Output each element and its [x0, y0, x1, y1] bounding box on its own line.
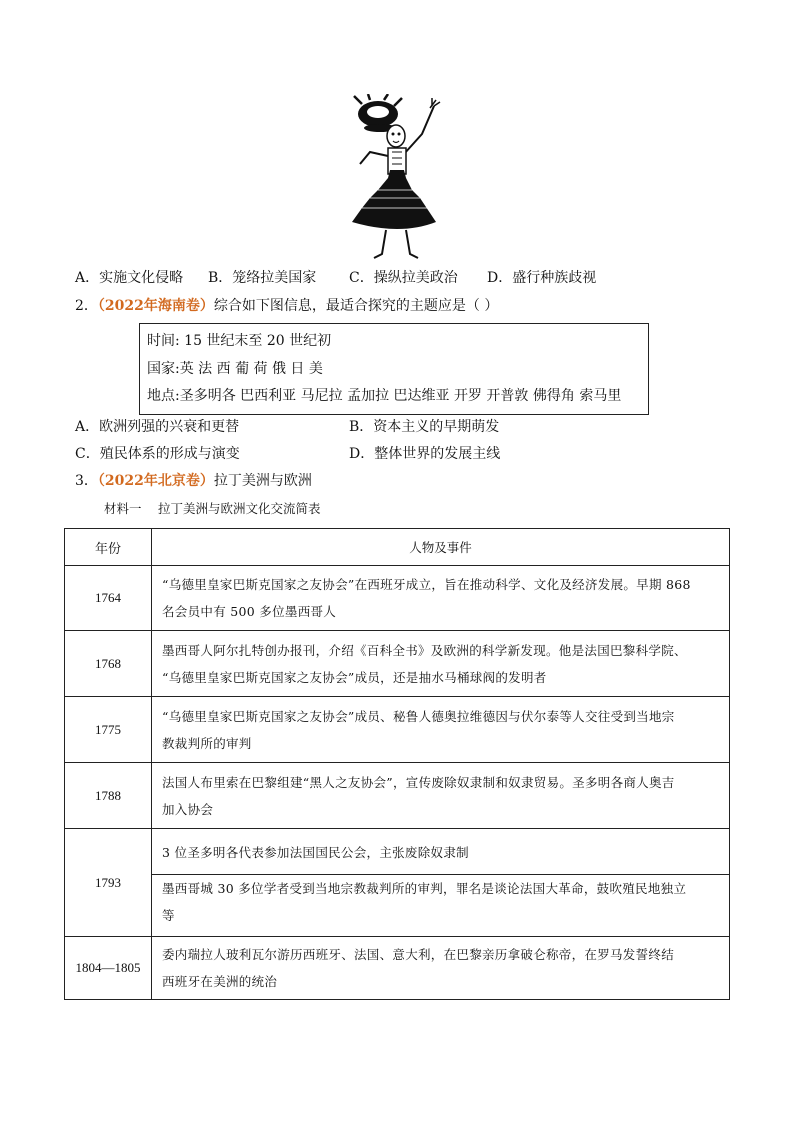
q2-option-d[interactable]: D．整体世界的发展主线 [349, 446, 501, 462]
q1-option-b[interactable]: B．笼络拉美国家 [208, 270, 317, 286]
row-year: 1764 [65, 566, 152, 631]
row-year: 1775 [65, 697, 152, 763]
q2-question: 综合如下图信息，最适合探究的主题应是（ ） [213, 298, 499, 314]
row-year: 1793 [65, 829, 152, 937]
table-row [65, 697, 730, 763]
event-subitem: 3 位圣多明各代表参加法国国民公会，主张废除奴隶制 [162, 844, 469, 860]
cartoon-illustration [340, 94, 450, 260]
table-row [65, 631, 730, 697]
row-event [152, 566, 730, 631]
q3-question: 拉丁美洲与欧洲 [213, 473, 312, 489]
event-line: “乌德里皇家巴斯克国家之友协会”成员、秘鲁人德奥拉维德因与伏尔泰等人交往受到当地宗 [162, 708, 675, 724]
material-title: 材料一 拉丁美洲与欧洲文化交流简表 [104, 501, 321, 516]
q2-source: （2022年海南卷） [97, 298, 214, 314]
table-row [65, 566, 730, 631]
table-row [65, 829, 730, 937]
q1-option-d[interactable]: D．盛行种族歧视 [487, 270, 597, 286]
row-event [152, 631, 730, 697]
event-line: “乌德里皇家巴斯克国家之友协会”成员，还是抽水马桶球阀的发明者 [162, 669, 547, 685]
table-header-row [65, 529, 730, 566]
q2-option-b[interactable]: B．资本主义的早期萌发 [349, 419, 500, 435]
event-line: 墨西哥城 30 多位学者受到当地宗教裁判所的审判，罪名是谈论法国大革命，鼓吹殖民地独立 [162, 880, 687, 896]
q2-option-a[interactable]: A．欧洲列强的兴衰和更替 [75, 419, 240, 435]
q2-option-c[interactable]: C．殖民体系的形成与演变 [75, 446, 240, 462]
table-row [65, 763, 730, 829]
row-year: 1768 [65, 631, 152, 697]
q2-info-box [139, 323, 649, 415]
info-places: 地点:圣多明各 巴西利亚 马尼拉 孟加拉 巴达维亚 开罗 开普敦 佛得角 索马里 [147, 388, 622, 404]
header-event: 人物及事件 [152, 529, 730, 566]
q3-stem [75, 472, 312, 490]
row-event [152, 829, 730, 937]
row-event [152, 697, 730, 763]
event-line: 等 [162, 907, 175, 923]
row-year: 1804—1805 [65, 937, 152, 1000]
q3-number: 3． [75, 473, 98, 489]
row-event [152, 937, 730, 1000]
q2-stem [75, 297, 498, 315]
info-countries: 国家:英 法 西 葡 荷 俄 日 美 [147, 361, 323, 377]
row-event [152, 763, 730, 829]
event-line: 教裁判所的审判 [162, 735, 252, 751]
header-year: 年份 [65, 529, 152, 566]
event-line: 西班牙在美洲的统治 [162, 974, 278, 989]
event-line: 名会员中有 500 多位墨西哥人 [162, 604, 337, 619]
event-line: 加入协会 [162, 801, 214, 817]
q1-option-c[interactable]: C．操纵拉美政治 [349, 270, 458, 286]
q1-option-a[interactable]: A．实施文化侵略 [75, 270, 184, 286]
q3-source: （2022年北京卷） [97, 473, 214, 489]
event-line: 墨西哥人阿尔扎特创办报刊，介绍《百科全书》及欧洲的科学新发现。他是法国巴黎科学院、 [162, 642, 687, 658]
event-line: “乌德里皇家巴斯克国家之友协会”在西班牙成立，旨在推动科学、文化及经济发展。早期 868 [162, 577, 691, 592]
event-line: 委内瑞拉人玻利瓦尔游历西班牙、法国、意大利，在巴黎亲历拿破仑称帝，在罗马发誓终结 [162, 947, 675, 962]
q2-number: 2． [75, 298, 98, 314]
row-year: 1788 [65, 763, 152, 829]
table-row [65, 937, 730, 1000]
exchange-table [64, 528, 730, 1000]
info-time: 时间: 15 世纪末至 20 世纪初 [147, 333, 332, 349]
event-line: 法国人布里索在巴黎组建“黑人之友协会”，宣传废除奴隶制和奴隶贸易。圣多明各商人奥吉 [162, 774, 675, 790]
